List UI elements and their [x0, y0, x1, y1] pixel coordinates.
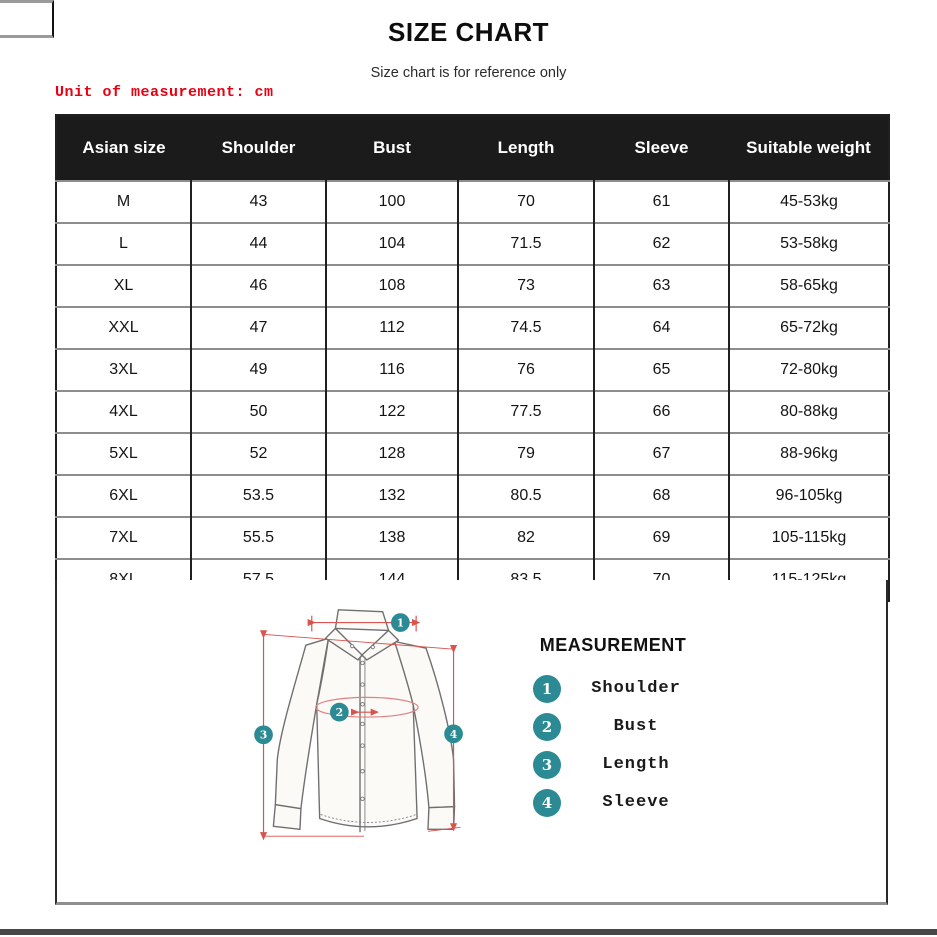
table-cell: 122 [326, 391, 458, 433]
table-cell: 74.5 [458, 307, 594, 349]
badge-4: 4 [449, 727, 458, 741]
table-cell: 116 [326, 349, 458, 391]
table-cell: 52 [191, 433, 326, 475]
table-cell: 73 [458, 265, 594, 307]
table-row [56, 433, 889, 475]
column-header: Suitable weight [729, 115, 889, 181]
legend-item [503, 750, 723, 779]
table-row [56, 391, 889, 433]
legend-number-badge: 4 [533, 789, 561, 817]
table-cell: M [56, 181, 191, 223]
table-row [56, 517, 889, 559]
table-cell: 80.5 [458, 475, 594, 517]
table-cell: 100 [326, 181, 458, 223]
legend-label: Shoulder [591, 679, 681, 698]
table-cell: 77.5 [458, 391, 594, 433]
table-cell: 79 [458, 433, 594, 475]
table-cell: 53-58kg [729, 223, 889, 265]
column-header: Sleeve [594, 115, 729, 181]
table-cell: 105-115kg [729, 517, 889, 559]
shirt-measurement-diagram [233, 594, 489, 850]
column-header: Asian size [56, 115, 191, 181]
table-cell: 80-88kg [729, 391, 889, 433]
table-row [56, 475, 889, 517]
table-header-row [56, 115, 889, 181]
legend-item [503, 674, 723, 703]
table-cell: 128 [326, 433, 458, 475]
table-row [56, 349, 889, 391]
table-row [56, 265, 889, 307]
table-cell: 45-53kg [729, 181, 889, 223]
table-cell: 6XL [56, 475, 191, 517]
table-cell: 47 [191, 307, 326, 349]
bottom-bar [0, 929, 937, 935]
legend-label: Sleeve [602, 793, 670, 812]
badge-3: 3 [259, 728, 268, 742]
badge-2: 2 [335, 706, 344, 720]
measurement-legend-panel [503, 635, 723, 826]
table-cell: XL [56, 265, 191, 307]
table-cell: 71.5 [458, 223, 594, 265]
table-cell: 3XL [56, 349, 191, 391]
measurement-diagram-box [55, 580, 888, 905]
legend-number-badge: 3 [533, 751, 561, 779]
table-cell: 108 [326, 265, 458, 307]
table-cell: 96-105kg [729, 475, 889, 517]
table-cell: 64 [594, 307, 729, 349]
legend-number-badge: 1 [533, 675, 561, 703]
table-cell: 66 [594, 391, 729, 433]
page-title: SIZE CHART [388, 17, 549, 47]
table-cell: 88-96kg [729, 433, 889, 475]
column-header: Length [458, 115, 594, 181]
column-header: Shoulder [191, 115, 326, 181]
table-cell: 53.5 [191, 475, 326, 517]
legend-item [503, 788, 723, 817]
legend-number-badge: 2 [533, 713, 561, 741]
table-cell: 5XL [56, 433, 191, 475]
table-cell: 72-80kg [729, 349, 889, 391]
table-cell: 4XL [56, 391, 191, 433]
table-cell: 65 [594, 349, 729, 391]
table-cell: 132 [326, 475, 458, 517]
measurement-legend [503, 674, 723, 817]
table-cell: 62 [594, 223, 729, 265]
table-cell: XXL [56, 307, 191, 349]
table-cell: 61 [594, 181, 729, 223]
table-cell: 70 [458, 181, 594, 223]
table-cell: 138 [326, 517, 458, 559]
table-cell: 49 [191, 349, 326, 391]
table-cell: 76 [458, 349, 594, 391]
unit-note: Unit of measurement: cm [55, 84, 274, 101]
table-cell: 112 [326, 307, 458, 349]
table-cell: 43 [191, 181, 326, 223]
table-cell: 58-65kg [729, 265, 889, 307]
legend-label: Length [602, 755, 670, 774]
table-row [56, 181, 889, 223]
table-cell: 55.5 [191, 517, 326, 559]
table-cell: 44 [191, 223, 326, 265]
table-cell: 65-72kg [729, 307, 889, 349]
table-cell: 50 [191, 391, 326, 433]
table-cell: L [56, 223, 191, 265]
table-cell: 63 [594, 265, 729, 307]
page-subtitle: Size chart is for reference only [370, 65, 567, 81]
legend-item [503, 712, 723, 741]
size-chart-table [55, 114, 890, 602]
table-cell: 104 [326, 223, 458, 265]
column-header: Bust [326, 115, 458, 181]
header-row [56, 115, 889, 181]
table-row [56, 307, 889, 349]
table-row [56, 223, 889, 265]
badge-1: 1 [396, 616, 405, 630]
table-cell: 67 [594, 433, 729, 475]
legend-label: Bust [613, 717, 659, 736]
table-cell: 69 [594, 517, 729, 559]
table-cell: 7XL [56, 517, 191, 559]
table-cell: 68 [594, 475, 729, 517]
table-cell: 46 [191, 265, 326, 307]
size-table-body [56, 181, 889, 601]
table-cell: 82 [458, 517, 594, 559]
measurement-heading: MEASUREMENT [539, 635, 687, 655]
